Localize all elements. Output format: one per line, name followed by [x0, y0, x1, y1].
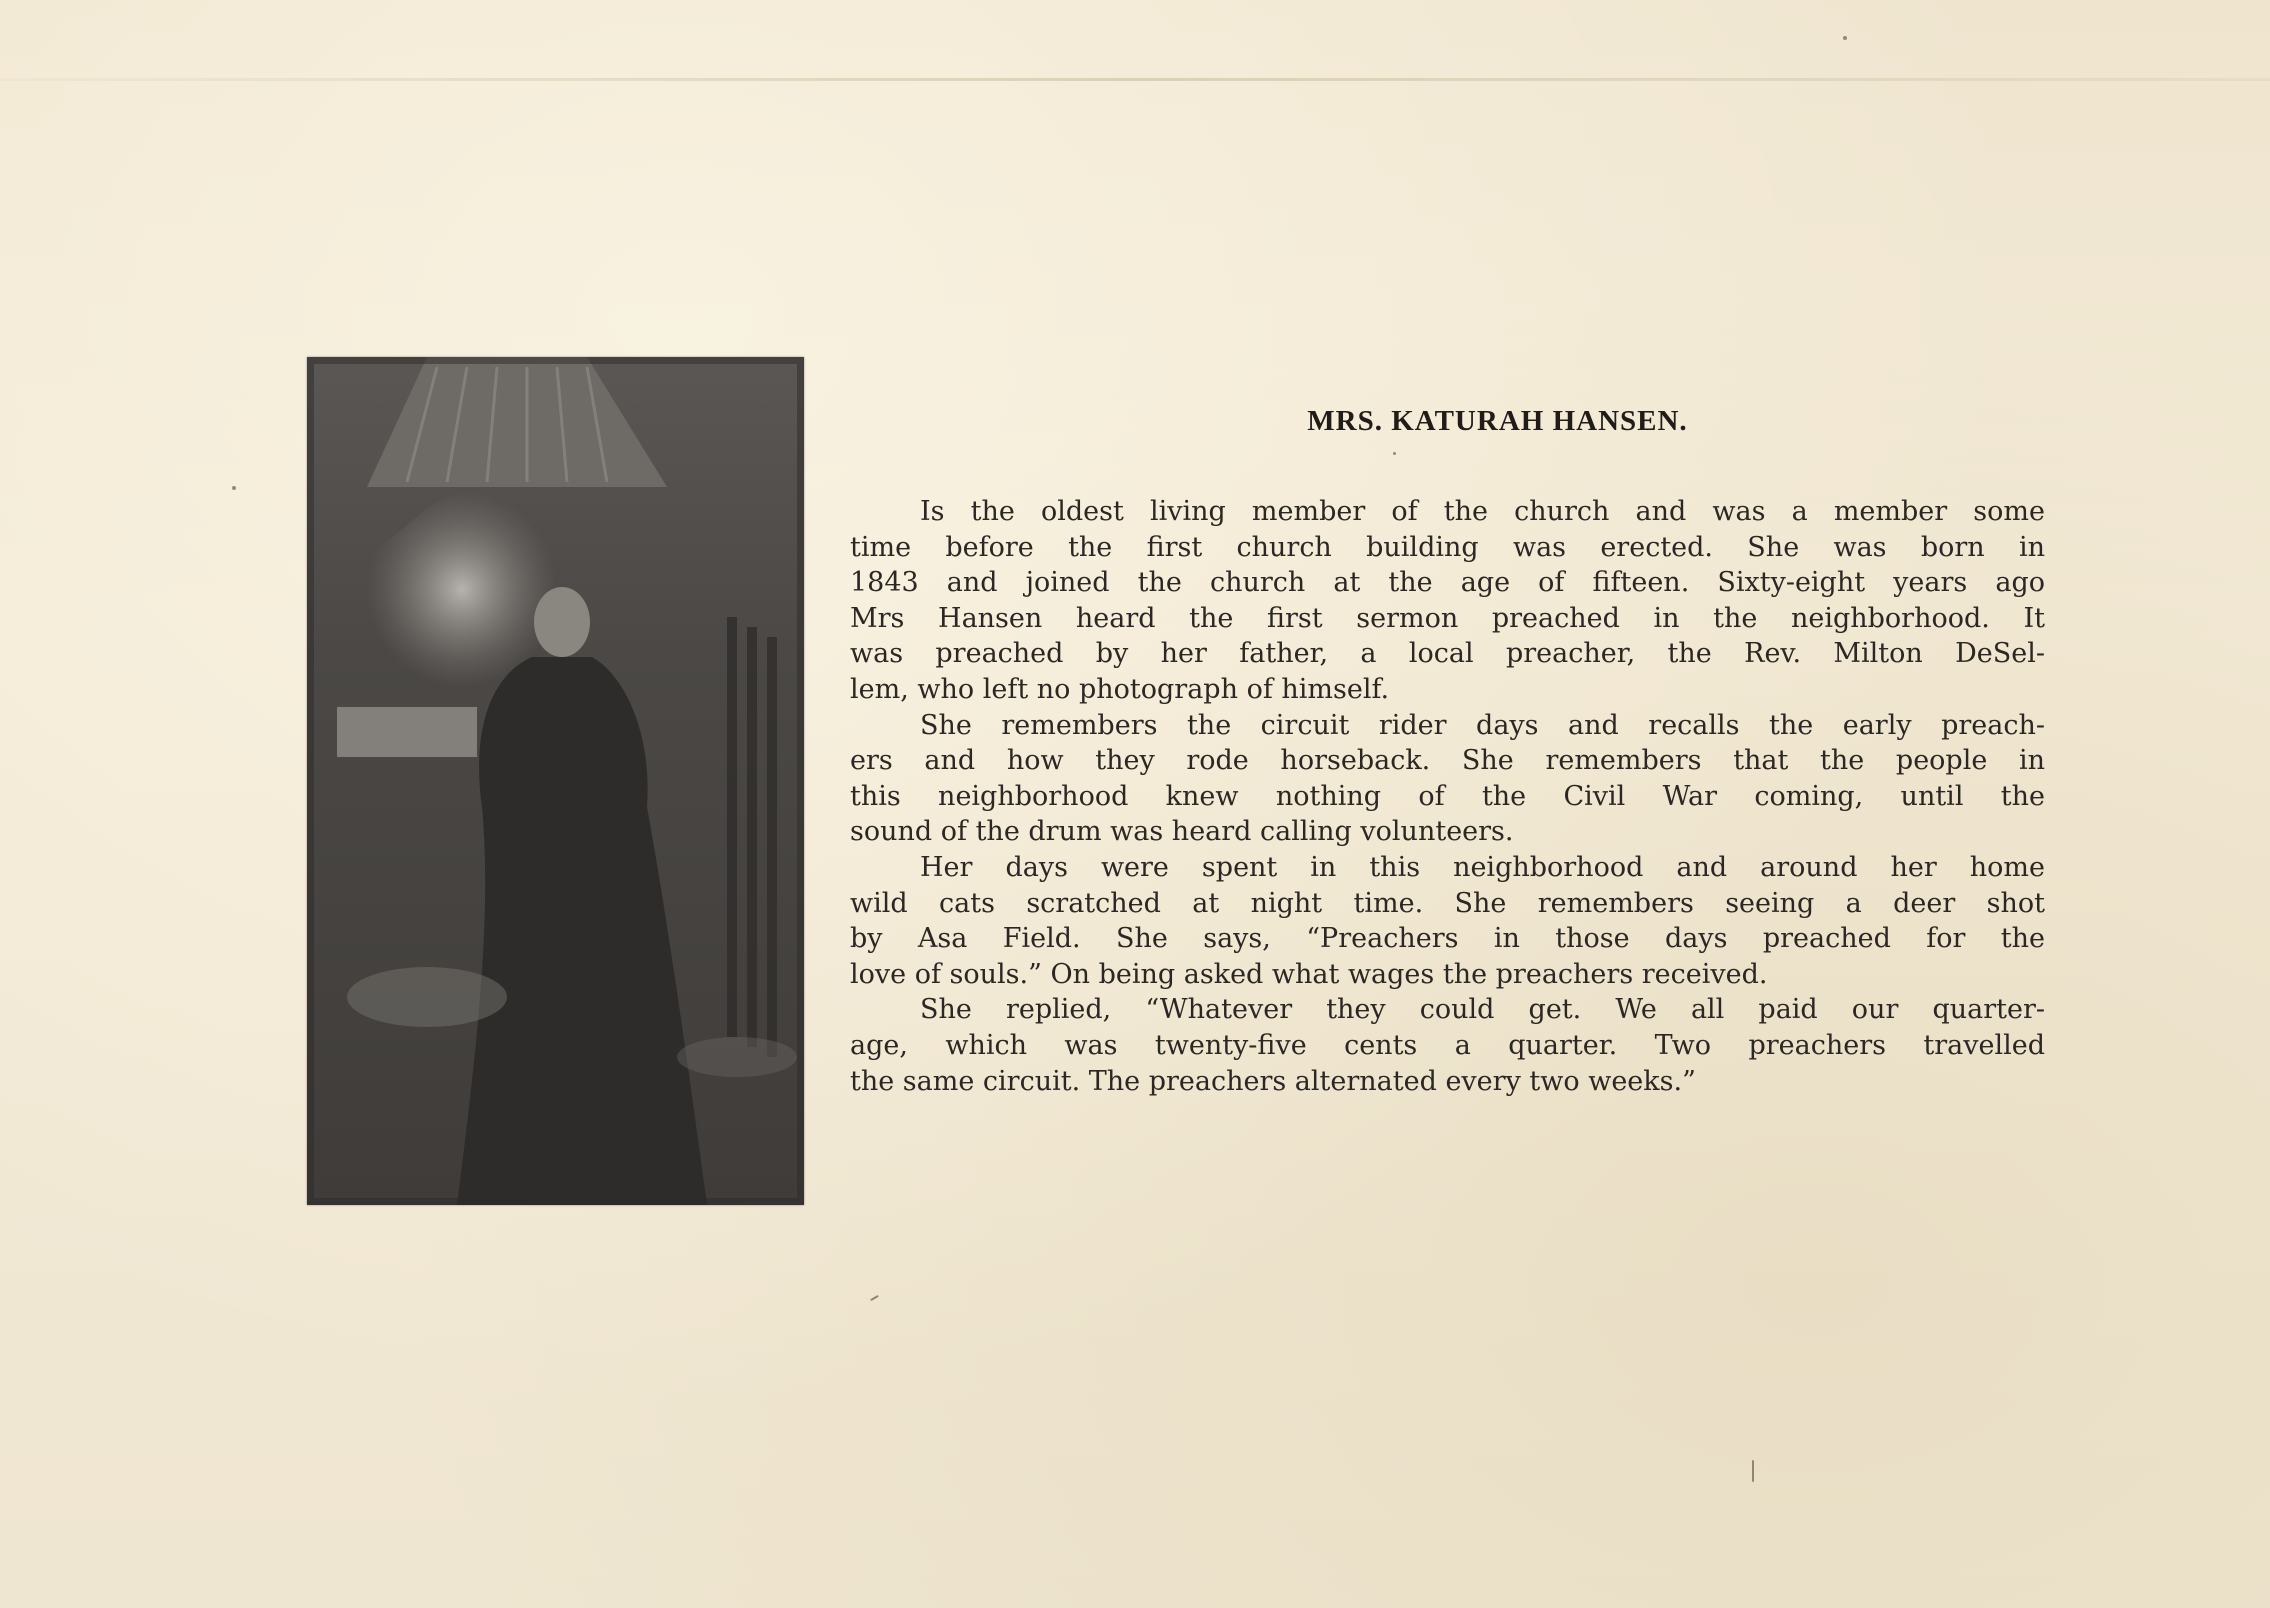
article-line: the same circuit. The preachers alternated every two weeks.” [850, 1065, 1696, 1097]
article-line: She remembers the circuit rider days and recalls the early preach- [920, 709, 2045, 741]
paper-speck [1843, 36, 1847, 40]
article-line: lem, who left no photograph of himself. [850, 673, 1390, 705]
article-line: wild cats scratched at night time. She remembers seeing a deer shot [850, 887, 2045, 919]
portrait-photo [307, 357, 804, 1205]
article-line: Mrs Hansen heard the first sermon preached in the neighborhood. It [850, 602, 2045, 634]
article-line: time before the first church building was erected. She was born in [850, 531, 2045, 563]
article-line: by Asa Field. She says, “Preachers in those days preached for the [850, 923, 2045, 955]
article-line: sound of the drum was heard calling volunteers. [850, 816, 1514, 848]
article-line: 1843 and joined the church at the age of fifteen. Sixty-eight years ago [850, 567, 2045, 599]
page-fold-line [0, 78, 2270, 81]
article [850, 405, 2045, 1099]
article-line: She replied, “Whatever they could get. We all paid our quarter- [920, 994, 2045, 1026]
article-line: Is the oldest living member of the church and was a member some [920, 496, 2045, 527]
article-line: was preached by her father, a local preacher, the Rev. Milton DeSel- [850, 638, 2045, 670]
article-title: MRS. KATURAH HANSEN. [1307, 405, 1688, 437]
paper-speck [870, 1295, 879, 1301]
article-body [850, 494, 2045, 1099]
article-line: this neighborhood knew nothing of the Civil War coming, until the [850, 780, 2045, 812]
article-line: love of souls.” On being asked what wages the preachers received. [850, 958, 1768, 990]
portrait-photo-image [307, 357, 804, 1205]
article-line: age, which was twenty-five cents a quarter. Two preachers travelled [850, 1029, 2045, 1061]
paper-speck [1752, 1460, 1754, 1482]
article-line: Her days were spent in this neighborhood and around her home [920, 851, 2045, 883]
paper-speck [232, 486, 236, 490]
article-line: ers and how they rode horseback. She remembers that the people in [850, 745, 2045, 777]
